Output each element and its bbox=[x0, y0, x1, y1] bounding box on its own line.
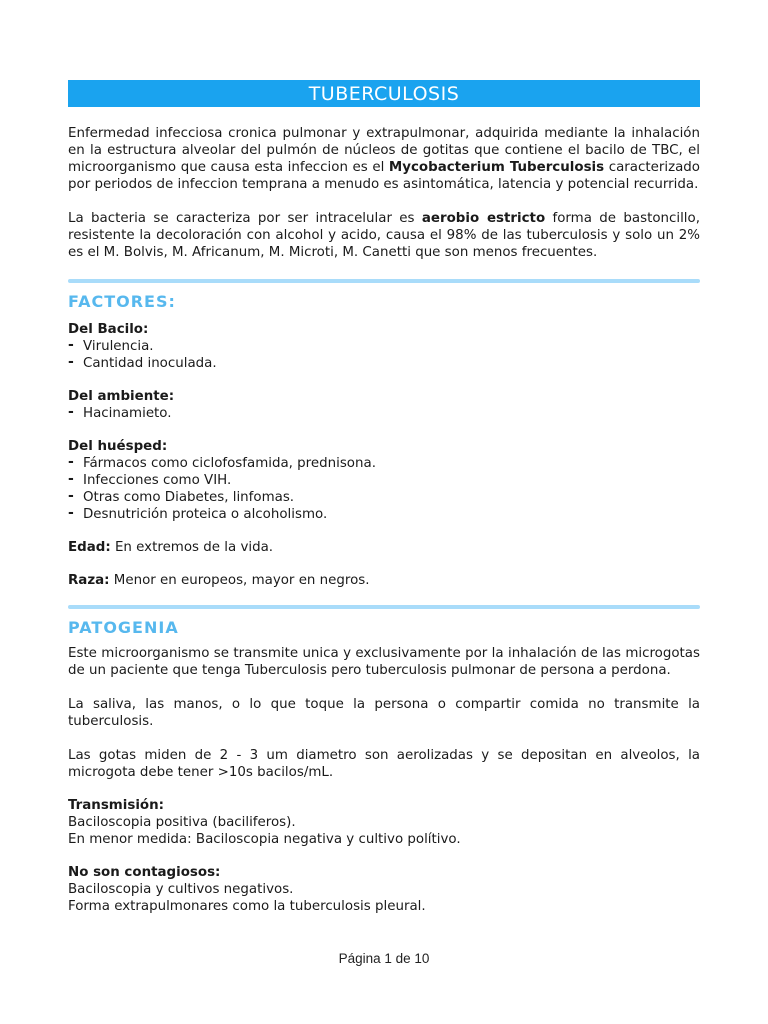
ambiente-label: Del ambiente: bbox=[68, 389, 175, 404]
patogenia-paragraph-2: La saliva, las manos, o lo que toque la persona o compartir comida no transmite la tuberculosis. bbox=[68, 697, 700, 729]
bacilo-list bbox=[68, 338, 700, 372]
intro-p1-bold: Mycobacterium Tuberculosis bbox=[388, 160, 605, 175]
edad-text: En extremos de la vida. bbox=[110, 540, 274, 555]
edad-line bbox=[68, 539, 700, 556]
intro-p2-bold: aerobio estricto bbox=[421, 211, 546, 226]
no-contagiosos-line: Forma extrapulmonares como la tuberculosis pleural. bbox=[68, 899, 426, 914]
no-contagiosos-label: No son contagiosos: bbox=[68, 865, 221, 880]
transmision-line: Baciloscopia positiva (baciliferos). bbox=[68, 815, 296, 830]
intro-p2-text-b: forma de bastoncillo, resistente la decoloración con alcohol y acido, causa el 98% de las tuberculosis y solo un 2% es el M. Bolvis, M. Africanum, M. Microti, M. Canetti que son menos frecuentes. bbox=[68, 211, 700, 260]
patogenia-paragraph-3: Las gotas miden de 2 - 3 um diametro son aerolizadas y se depositan en alveolos, la microgota debe tener >10s bacilos/mL. bbox=[68, 748, 700, 780]
section-heading-patogenia: PATOGENIA bbox=[68, 618, 179, 637]
title-banner bbox=[68, 80, 700, 107]
intro-p1-text-b: caracterizado por periodos de infeccion temprana a menudo es asintomática, latencia y potencial recurrida. bbox=[68, 160, 700, 192]
page-number: Página 1 de 10 bbox=[338, 951, 430, 966]
edad-label: Edad: bbox=[68, 540, 111, 555]
section-divider-factores bbox=[68, 279, 700, 283]
list-item: - Virulencia. bbox=[68, 338, 700, 355]
ambiente-list bbox=[68, 405, 700, 422]
intro-paragraph-2 bbox=[68, 210, 700, 261]
raza-label: Raza: bbox=[68, 573, 110, 588]
list-item: - Otras como Diabetes, linfomas. bbox=[68, 489, 700, 506]
no-contagiosos-line: Baciloscopia y cultivos negativos. bbox=[68, 882, 294, 897]
section-heading-factores: FACTORES: bbox=[68, 292, 176, 311]
raza-text: Menor en europeos, mayor en negros. bbox=[109, 573, 370, 588]
patogenia-paragraph-1: Este microorganismo se transmite unica y exclusivamente por la inhalación de las microgotas de un paciente que tenga Tuberculosis pero tuberculosis pulmonar de persona a perdona. bbox=[68, 646, 700, 678]
page-title: TUBERCULOSIS bbox=[308, 82, 460, 105]
list-item: - Infecciones como VIH. bbox=[68, 472, 700, 489]
raza-line bbox=[68, 572, 700, 589]
section-divider-patogenia bbox=[68, 605, 700, 609]
list-item: - Hacinamieto. bbox=[68, 405, 700, 422]
intro-paragraph-1 bbox=[68, 125, 700, 193]
transmision-label: Transmisión: bbox=[68, 798, 164, 813]
intro-p2-text-a: La bacteria se caracteriza por ser intracelular es bbox=[68, 211, 422, 226]
huesped-label: Del huésped: bbox=[68, 439, 168, 454]
list-item: - Fármacos como ciclofosfamida, prednisona. bbox=[68, 455, 700, 472]
list-item: - Cantidad inoculada. bbox=[68, 355, 700, 372]
document-page bbox=[68, 80, 700, 915]
list-item: - Desnutrición proteica o alcoholismo. bbox=[68, 506, 700, 523]
bacilo-label: Del Bacilo: bbox=[68, 322, 149, 337]
intro-p1-text-a: Enfermedad infecciosa cronica pulmonar y extrapulmonar, adquirida mediante la inhalación en la estructura alveolar del pulmón de núcleos de gotitas que contiene el bacilo de TBC, el microorganismo que causa esta infeccion es el bbox=[68, 126, 700, 175]
huesped-list bbox=[68, 455, 700, 523]
transmision-line: En menor medida: Baciloscopia negativa y cultivo polítivo. bbox=[68, 832, 461, 847]
